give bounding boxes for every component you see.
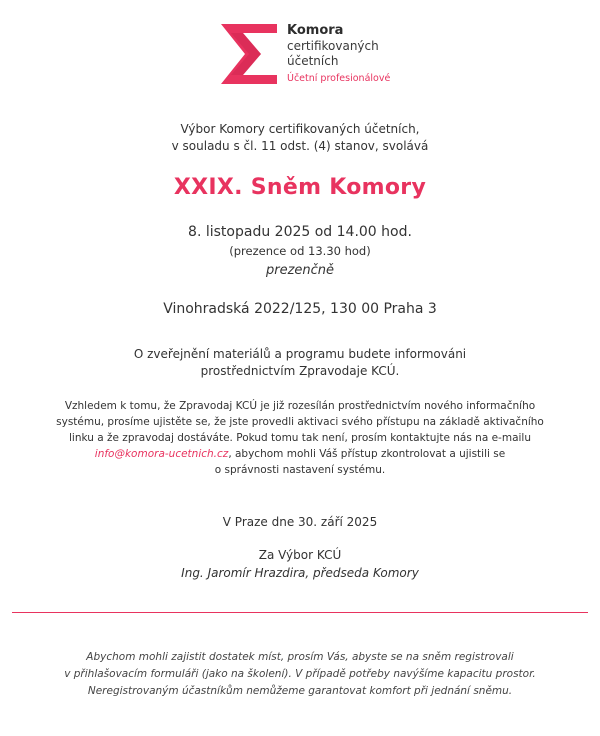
notice-line: systému, prosíme ujistěte se, že jste provedli aktivaci svého přístupu na základě aktivačního bbox=[56, 416, 544, 428]
logo-text bbox=[287, 23, 427, 86]
logo-subtitle-line1: certifikovaných bbox=[287, 39, 379, 53]
materials-info bbox=[0, 346, 600, 380]
logo-name: Komora bbox=[287, 23, 344, 38]
event-address: Vinohradská 2022/125, 130 00 Praha 3 bbox=[163, 301, 437, 317]
divider bbox=[12, 612, 588, 613]
intro-line: v souladu s čl. 11 odst. (4) stanov, svolává bbox=[171, 139, 429, 153]
event-presence: (prezence od 13.30 hod) bbox=[229, 244, 371, 258]
event-title: XXIX. Sněm Komory bbox=[173, 175, 427, 200]
footer-note bbox=[0, 649, 600, 700]
logo bbox=[219, 22, 419, 92]
intro-line: Výbor Komory certifikovaných účetních, bbox=[180, 122, 420, 136]
notice-line-rest: , abychom mohli Váš přístup zkontrolovat a ujistili se bbox=[228, 448, 506, 460]
notice-line: linku a že zpravodaj dostáváte. Pokud tomu tak není, prosím kontaktujte nás na e-mailu bbox=[68, 432, 531, 444]
sigma-logo-icon bbox=[219, 22, 281, 86]
materials-line: prostřednictvím Zpravodaje KCÚ. bbox=[200, 364, 400, 378]
signature-name: Ing. Jaromír Hrazdira, předseda Komory bbox=[181, 566, 419, 580]
footer-line: Abychom mohli zajistit dostatek míst, prosím Vás, abyste se na sněm registrovali bbox=[86, 651, 514, 663]
logo-subtitle-line2: účetních bbox=[287, 54, 339, 68]
signature-org: Za Výbor KCÚ bbox=[258, 548, 342, 562]
logo-tagline: Účetní profesionálové bbox=[287, 73, 391, 84]
materials-line: O zveřejnění materiálů a programu budete informováni bbox=[133, 347, 467, 361]
notice-line: o správnosti nastavení systému. bbox=[214, 464, 386, 476]
email-link[interactable]: info@komora-ucetnich.cz bbox=[94, 448, 229, 460]
notice-line-email bbox=[0, 446, 600, 462]
notice-line: Vzhledem k tomu, že Zpravodaj KCÚ je již rozesílán prostřednictvím nového informačního bbox=[64, 400, 536, 412]
event-mode: prezenčně bbox=[265, 263, 335, 278]
event-date: 8. listopadu 2025 od 14.00 hod. bbox=[188, 224, 412, 240]
footer-line: v přihlašovacím formuláři (jako na školení). V případě potřeby navýšíme kapacitu prostor. bbox=[64, 668, 536, 680]
place-date: V Praze dne 30. září 2025 bbox=[222, 515, 378, 529]
notice bbox=[0, 398, 600, 478]
footer-line: Neregistrovaným účastníkům nemůžeme garantovat komfort při jednání sněmu. bbox=[87, 685, 513, 697]
intro bbox=[0, 121, 600, 155]
